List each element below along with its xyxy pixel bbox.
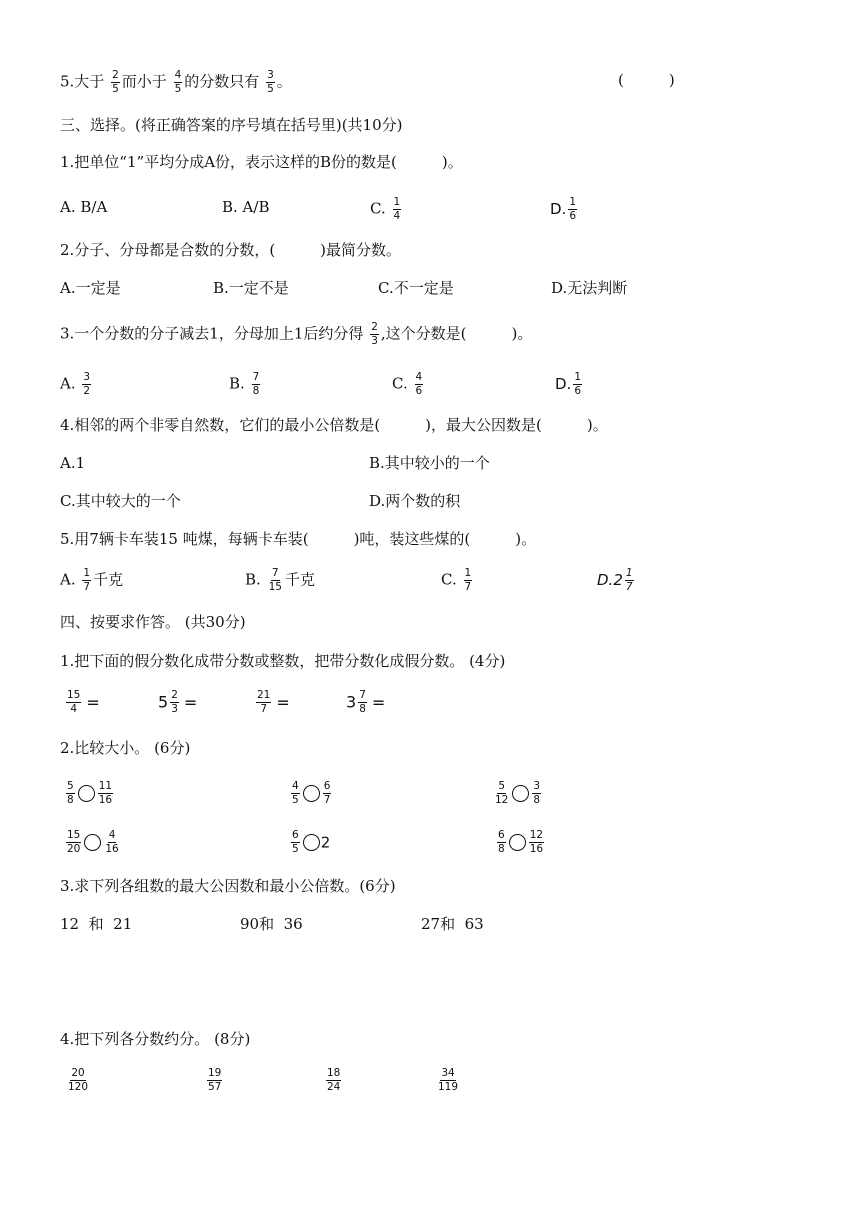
compare-item[interactable] [64,830,122,855]
option-a[interactable]: A.一定是 [60,279,121,297]
option-d[interactable]: D.2 $\frac{1}{7}$ [597,567,633,593]
task-question-3: 3.求下列各组数的最大公因数和最小公倍数。(6分) [60,877,396,895]
fraction: $\frac{19}{57}$ [208,1067,222,1093]
fraction: $\frac{1}{6}$ [569,196,577,222]
compare-item[interactable] [495,830,546,855]
option-d[interactable]: D. $\frac{1}{6}$ [550,196,577,222]
reduce-item[interactable] [205,1068,224,1093]
question-text: 。 [276,72,292,91]
fraction: $\frac{1}{6}$ [574,371,582,397]
question-text: 5.大于 [60,72,105,91]
fraction: $\frac{4}{6}$ [415,371,423,397]
option-a[interactable]: A. $\frac{1}{7}$ 千克 [60,567,124,593]
fraction: $\frac{1}{4}$ [393,196,401,222]
reduce-item[interactable] [435,1068,461,1093]
choice-question-1: 1.把单位“1”平均分成A份，表示这样的B份的数是( )。 [60,153,463,171]
conversion-item[interactable]: $\frac{15}{4}$ = [67,689,100,715]
option-b[interactable]: B. $\frac{7}{15}$ 千克 [245,567,315,593]
fraction: $\frac{12}{16}$ [529,829,544,855]
fraction: $\frac{15}{20}$ [67,829,81,855]
fraction: $\frac{4}{5}$ [174,69,182,95]
option-a[interactable]: A. B/A [60,198,108,216]
fraction: $\frac{1}{7}$ [83,567,91,593]
option-b[interactable]: B. $\frac{7}{8}$ [229,371,260,397]
answer-paren[interactable]: ( ) [618,71,675,89]
number-group: 27和 63 [421,915,484,933]
compare-item[interactable] [289,781,333,806]
question-text: 而小于 [121,72,167,91]
option-c[interactable]: C.不一定是 [378,279,454,297]
option-a[interactable]: A.1 [60,454,86,472]
option-d[interactable]: D.两个数的积 [369,492,461,510]
fraction: $\frac{21}{7}$ [257,689,271,715]
fraction: $\frac{6}{7}$ [323,780,331,806]
question-text: 的分数只有 [184,72,260,91]
fraction: $\frac{6}{8}$ [498,829,505,855]
reduce-item[interactable] [65,1068,91,1093]
fraction: $\frac{15}{4}$ [67,689,81,715]
option-d[interactable]: D. $\frac{1}{6}$ [555,371,582,397]
option-b[interactable]: B.其中较小的一个 [369,454,490,472]
fraction: $\frac{7}{8}$ [359,689,366,715]
option-a[interactable]: A. $\frac{3}{2}$ [60,371,91,397]
fraction: $\frac{2}{5}$ [112,69,119,95]
task-question-2: 2.比较大小。 (6分) [60,739,191,757]
compare-circle[interactable] [512,785,529,802]
compare-circle[interactable] [84,834,101,851]
compare-item[interactable]: $\frac{6}{5}$ 2 [292,829,331,855]
fraction: $\frac{7}{15}$ [268,567,282,593]
option-b[interactable]: B.一定不是 [213,279,289,297]
compare-item[interactable] [492,781,543,806]
conversion-item[interactable]: $\frac{21}{7}$ = [257,689,290,715]
option-c[interactable]: C.其中较大的一个 [60,492,181,510]
fraction: $\frac{2}{3}$ [171,689,178,715]
compare-circle[interactable] [303,834,320,851]
fraction: $\frac{4}{16}$ [105,829,119,855]
fraction: $\frac{7}{8}$ [252,371,260,397]
compare-circle[interactable] [509,834,526,851]
option-b[interactable]: B. A/B [222,198,270,216]
fraction: $\frac{6}{5}$ [292,829,299,855]
section-4-title: 四、按要求作答。 (共30分) [60,613,246,631]
reduce-item[interactable] [324,1068,343,1093]
task-question-1: 1.把下面的假分数化成带分数或整数，把带分数化成假分数。 (4分) [60,652,506,670]
fraction: $\frac{34}{119}$ [438,1067,459,1093]
choice-question-4: 4.相邻的两个非零自然数，它们的最小公倍数是( )，最大公因数是( )。 [60,416,608,434]
compare-circle[interactable] [78,785,95,802]
fraction: $\frac{1}{7}$ [464,567,472,593]
number-group: 12 和 21 [60,915,133,933]
compare-item[interactable] [64,781,115,806]
fraction: $\frac{11}{16}$ [98,780,113,806]
section-3-title: 三、选择。(将正确答案的序号填在括号里)(共10分) [60,116,403,134]
number-group: 90和 36 [240,915,303,933]
fraction: $\frac{5}{8}$ [67,780,74,806]
option-c[interactable]: C. $\frac{4}{6}$ [392,371,423,397]
task-question-4: 4.把下列各分数约分。 (8分) [60,1030,251,1048]
fraction: $\frac{4}{5}$ [292,780,299,806]
option-d[interactable]: D.无法判断 [551,279,628,297]
choice-question-3: 3.一个分数的分子减去1，分母加上1后约分得 $\frac{2}{3}$ ,这个分数是( )。 [60,321,533,347]
fraction: $\frac{1}{7}$ [625,567,633,593]
choice-question-2: 2.分子、分母都是合数的分数，( )最简分数。 [60,241,402,259]
tf-question-5 [60,70,292,95]
choice-question-5: 5.用7辆卡车装15 吨煤，每辆卡车装( )吨，装这些煤的( )。 [60,530,537,548]
fraction: $\frac{18}{24}$ [327,1067,341,1093]
compare-circle[interactable] [303,785,320,802]
conversion-item[interactable]: 3 $\frac{7}{8}$ = [346,689,386,715]
fraction: $\frac{2}{3}$ [371,321,378,347]
fraction: $\frac{3}{8}$ [533,780,541,806]
fraction: $\frac{20}{120}$ [68,1067,89,1093]
fraction: $\frac{3}{2}$ [83,371,91,397]
fraction: $\frac{3}{5}$ [267,69,274,95]
conversion-item[interactable]: 5 $\frac{2}{3}$ = [158,689,198,715]
option-c[interactable]: C. $\frac{1}{4}$ [370,196,401,222]
option-c[interactable]: C. $\frac{1}{7}$ [441,567,472,593]
fraction: $\frac{5}{12}$ [495,780,509,806]
